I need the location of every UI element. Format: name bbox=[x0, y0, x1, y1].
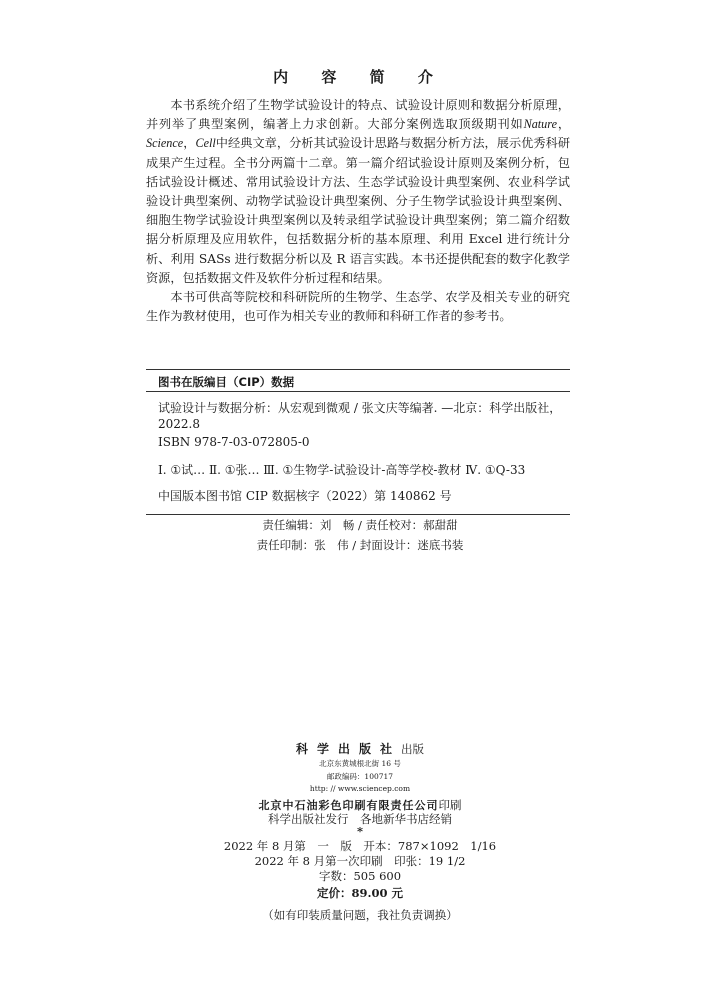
cip-data-block bbox=[146, 369, 570, 515]
journal-science: Science bbox=[146, 136, 184, 151]
journal-cell: Cell bbox=[195, 136, 216, 151]
abstract-text-b: 中经典文章，分析其试验设计思路与数据分析方法，展示优秀科研成果产生过程。全书分两篇十二章。第一篇介绍试验设计原则及案例分析，包括试验设计概述、常用试验设计方法、生态学试验设计典型案例、农业科学试验设计典型案例、动物学试验设计典型案例、分子生物学试验设计典型案例、细胞生物学试验设计典型案例以及转录组学试验设计典型案例；第二篇介绍数据分析原理及应用软件，包括数据分析的基本原理、利用 Excel 进行统计分析、利用 SASs 进行数据分析以及 R 语言实践。本书还提供配套的数字化教学资源，包括数据文件及软件分析过程和结果。 bbox=[146, 136, 571, 285]
cip-date-line: 2022.8 bbox=[158, 417, 200, 431]
cip-divider bbox=[146, 391, 570, 392]
cip-classification: Ⅰ. ①试… Ⅱ. ①张… Ⅲ. ①生物学-试验设计-高等学校-教材 Ⅳ. ①Q-33 bbox=[158, 463, 526, 477]
abstract-text-a: 本书系统介绍了生物学试验设计的特点、试验设计原则和数据分析原理，并列举了典型案例，编著上力求创新。大部分案例选取顶级期刊如 bbox=[146, 98, 570, 132]
cip-heading: 图书在版编目（CIP）数据 bbox=[158, 375, 295, 389]
publisher-line bbox=[0, 738, 720, 757]
word-count: 字数：505 600 bbox=[318, 869, 402, 883]
price: 定价：89.00 元 bbox=[316, 886, 403, 900]
abstract-paragraph-2: 本书可供高等院校和科研院所的生物学、生态学、农学及相关专业的研究生作为教材使用，也可作为相关专业的教师和科研工作者的参考书。 bbox=[146, 290, 570, 324]
publisher-postcode: 邮政编码：100717 bbox=[326, 772, 394, 781]
editor-credits bbox=[0, 515, 720, 555]
journal-nature: Nature bbox=[523, 117, 557, 132]
publisher-url: http: // www.sciencep.com bbox=[309, 784, 411, 793]
printing-line: 2022 年 8 月第一次印刷 印张：19 1/2 bbox=[254, 854, 466, 868]
publisher-name: 科学出版社 bbox=[295, 742, 401, 756]
edition-line: 2022 年 8 月第 一 版 开本：787×1092 1/16 bbox=[223, 839, 497, 853]
cip-record-number: 中国版本图书馆 CIP 数据核字（2022）第 140862 号 bbox=[158, 489, 452, 503]
section-title: 内 容 简 介 bbox=[273, 68, 447, 86]
editor-credit-line-1: 责任编辑：刘 畅 / 责任校对：郝甜甜 bbox=[262, 518, 458, 532]
publisher-address: 北京东黄城根北街 16 号 bbox=[319, 759, 401, 768]
journal-separator: ， bbox=[556, 117, 571, 132]
distribution-line: 科学出版社发行 各地新华书店经销 bbox=[268, 812, 452, 826]
abstract-paragraph-1 bbox=[146, 96, 570, 288]
cip-title-line: 试验设计与数据分析：从宏观到微观 / 张文庆等编著. —北京：科学出版社， bbox=[158, 401, 562, 415]
abstract bbox=[146, 96, 570, 326]
publisher-suffix: 出版 bbox=[401, 742, 424, 756]
printer-suffix: 印刷 bbox=[438, 798, 462, 812]
editor-credit-line-2: 责任印制：张 伟 / 封面设计：迷底书装 bbox=[256, 538, 464, 552]
printer-name: 北京中石油彩色印刷有限责任公司 bbox=[258, 799, 439, 812]
quality-notice: （如有印装质量问题，我社负责调换） bbox=[262, 908, 458, 922]
journal-separator: ， bbox=[183, 136, 196, 151]
cip-isbn: ISBN 978-7-03-072805-0 bbox=[158, 435, 310, 449]
separator-star: * bbox=[356, 824, 363, 838]
